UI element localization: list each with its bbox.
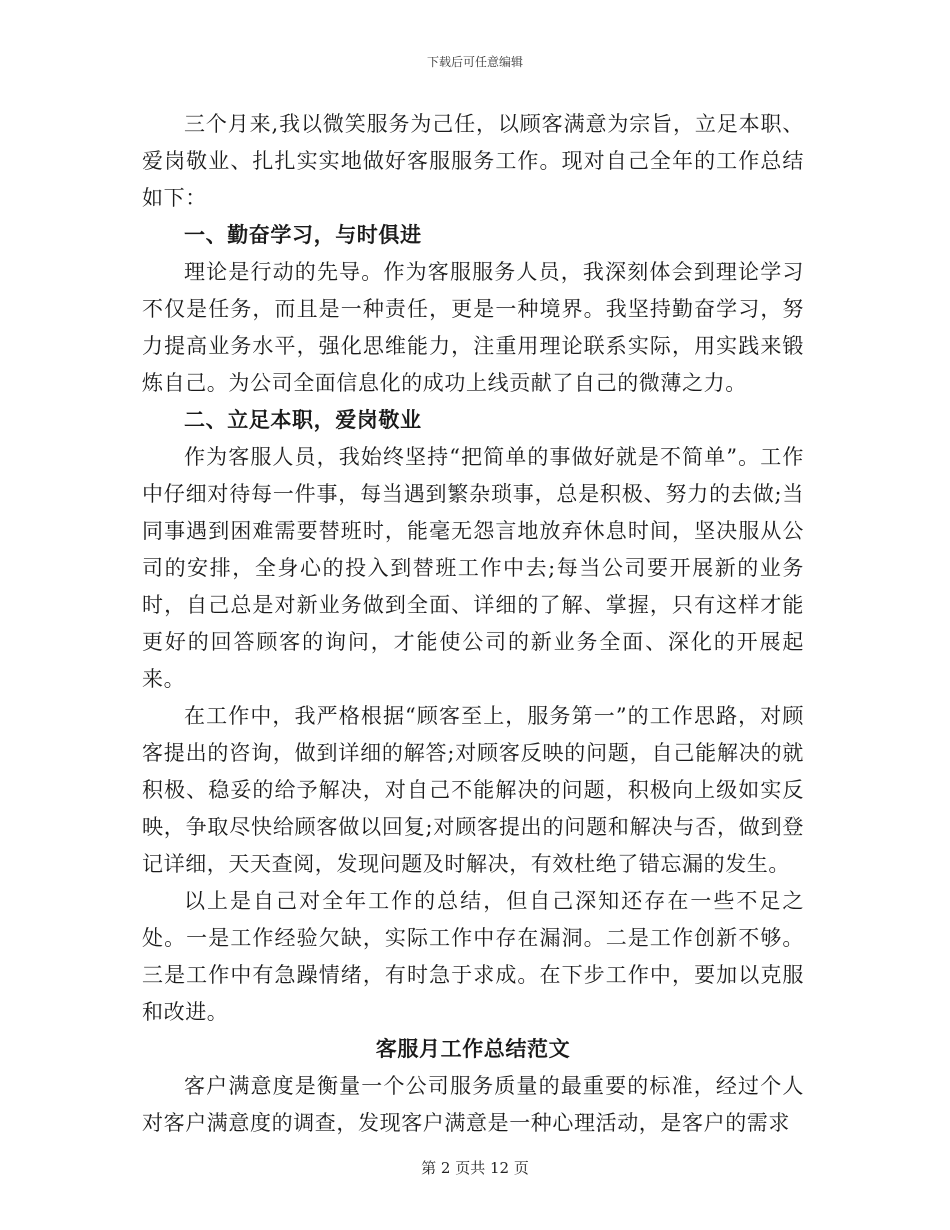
paragraph-intro: 三个月来,我以微笑服务为己任，以顾客满意为宗旨，立足本职、爱岗敬业、扎扎实实地做好客服服务工作。现对自己全年的工作总结如下： [142,112,804,210]
document-body [142,106,804,1142]
section-heading-1: 一、勤奋学习，与时俱进 [184,223,422,247]
page-header: 下载后可任意编辑 [426,55,523,69]
paragraph-duty: 作为客服人员，我始终坚持“把简单的事做好就是不简单”。工作中仔细对待每一件事，每当遇到繁杂琐事，总是积极、努力的去做;当同事遇到困难需要替班时，能毫无怨言地放弃休息时间，坚决服从公司的安排，全身心的投入到替班工作中去;每当公司要开展新的业务时，自己总是对新业务做到全面、详细的了解、掌握，只有这样才能更好的回答顾客的询问，才能使公司的新业务全面、深化的开展起来。 [142,445,804,691]
paragraph-study: 理论是行动的先导。作为客服服务人员，我深刻体会到理论学习不仅是任务，而且是一种责任，更是一种境界。我坚持勤奋学习，努力提高业务水平，强化思维能力，注重用理论联系实际，用实践来锻炼自己。为公司全面信息化的成功上线贡献了自己的微薄之力。 [142,260,804,395]
article-title: 客服月工作总结范文 [375,1037,571,1061]
paragraph-shortcomings: 以上是自己对全年工作的总结，但自己深知还存在一些不足之处。一是工作经验欠缺，实际工作中存在漏洞。二是工作创新不够。三是工作中有急躁情绪，有时急于求成。在下步工作中，要加以克服和改进。 [142,889,804,1024]
section-heading-2: 二、立足本职，爱岗敬业 [184,408,422,432]
paragraph-satisfaction: 客户满意度是衡量一个公司服务质量的最重要的标准，经过个人对客户满意度的调查，发现客户满意是一种心理活动，是客户的需求 [142,1074,804,1135]
page-footer: 第 2 页共 12 页 [421,1159,529,1177]
paragraph-customer: 在工作中，我严格根据“顾客至上，服务第一”的工作思路，对顾客提出的咨询，做到详细的解答;对顾客反映的问题，自己能解决的就积极、稳妥的给予解决，对自己不能解决的问题，积极向上级如实反映，争取尽快给顾客做以回复;对顾客提出的问题和解决与否，做到登记详细，天天查阅，发现问题及时解决，有效杜绝了错忘漏的发生。 [142,704,804,876]
